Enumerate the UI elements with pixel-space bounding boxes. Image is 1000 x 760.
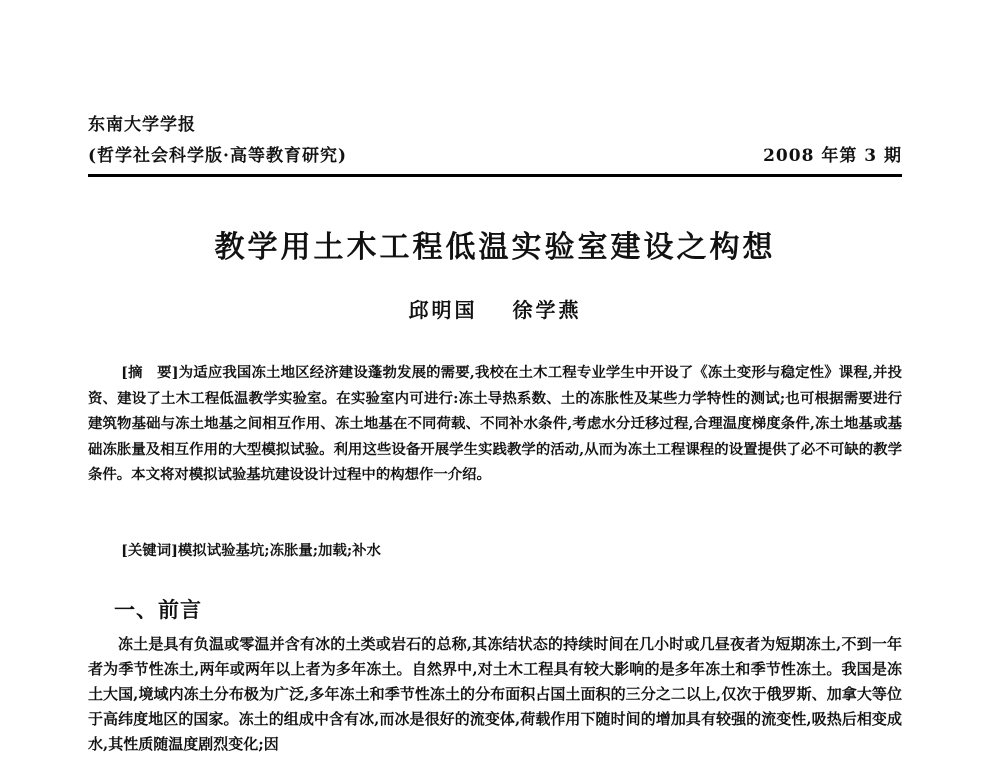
keywords xyxy=(88,538,902,564)
journal-series: (哲学社会科学版·高等教育研究) xyxy=(88,146,348,166)
journal-name: 东南大学学报 xyxy=(88,115,196,135)
author-name: 徐学燕 xyxy=(512,298,582,322)
abstract-text: 为适应我国冻土地区经济建设蓬勃发展的需要,我校在土木工程专业学生中开设了《冻土变形与稳定性》课程,并投资、建设了土木工程低温教学实验室。在实验室内可进行:冻土导热系数、土的冻胀性及某些力学特性的测试;也可根据需要进行建筑物基础与冻土地基之间相互作用、冻土地基在不同荷载、不同补水条件,考虑水分迁移过程,合理温度梯度条件,冻土地基或基础冻胀量及相互作用的大型模拟试验。利用这些设备开展学生实践教学的活动,从而为冻土工程课程的设置提供了必不可缺的教学条件。本文将对模拟试验基坑建设设计过程中的构想作一介绍。 xyxy=(88,364,902,483)
keywords-text: 模拟试验基坑;冻胀量;加载;补水 xyxy=(177,542,381,559)
authors xyxy=(88,294,902,323)
abstract xyxy=(88,360,902,488)
article-title: 教学用土木工程低温实验室建设之构想 xyxy=(214,230,776,265)
body-paragraph: 冻土是具有负温或零温并含有冰的土类或岩石的总称,其冻结状态的持续时间在几小时或几昼夜者为短期冻土,不到一年者为季节性冻土,两年或两年以上者为多年冻土。自然界中,对土木工程具有较大影响的是多年冻土和季节性冻土。我国是冻土大国,境域内冻土分布极为广泛,多年冻土和季节性冻土的分布面积占国土面积的三分之二以上,仅次于俄罗斯、加拿大等位于高纬度地区的国家。冻土的组成中含有冰,而冰是很好的流变体,荷载作用下随时间的增加具有较强的流变性,吸热后相变成水,其性质随温度剧烈变化;因 xyxy=(88,635,902,753)
keywords-label: [关键词] xyxy=(121,542,178,559)
abstract-label: [摘 要] xyxy=(121,364,179,381)
author-name: 邱明国 xyxy=(408,298,478,322)
issue-number: 2008 年第 3 期 xyxy=(763,146,902,166)
section-heading: 一、前言 xyxy=(114,598,202,622)
header-rule xyxy=(88,174,902,177)
